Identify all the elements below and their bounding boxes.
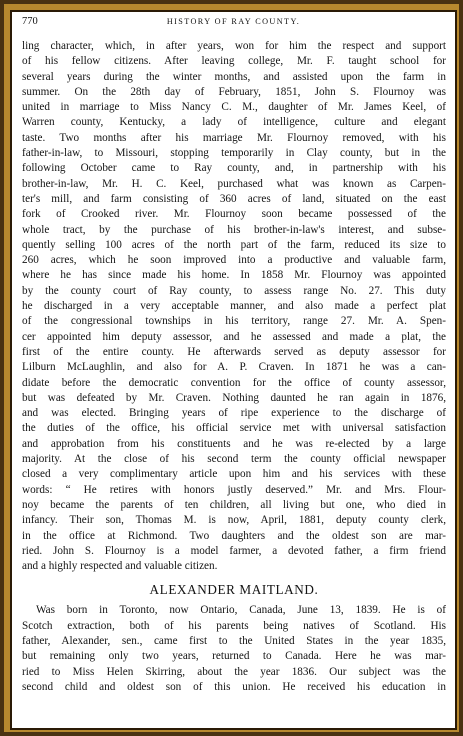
biography-paragraph-maitland bbox=[22, 603, 446, 695]
text-line: Lilburn McLaughlin, and also for A. P. Craven. In 1871 he was a can- bbox=[22, 361, 446, 374]
text-line: and a highly respected and valuable citizen. bbox=[22, 560, 218, 573]
page-header bbox=[12, 16, 455, 30]
text-line: ling character, which, in after years, won for him the respect and support bbox=[22, 40, 446, 52]
text-line: of the congressional townships in his territory, range 27. Mr. A. Spen- bbox=[22, 315, 446, 328]
text-line: and approbation from his constituents and he was re-elected by a large bbox=[22, 437, 446, 450]
text-line: father-in-law, to Missouri, stopping temporarily in Clay county, but in the bbox=[22, 147, 446, 160]
text-line: several years during the winter months, and assisted upon the farm in bbox=[22, 70, 446, 83]
text-line: Warren county, Kentucky, a lady of intelligence, culture and elegant bbox=[22, 116, 446, 129]
biography-paragraph-flournoy bbox=[22, 39, 446, 574]
text-line: infancy. Their son, Thomas M. is now, April, 1881, deputy county clerk, bbox=[22, 514, 446, 527]
text-line: taste. Two months after his marriage Mr. Flournoy removed, with his bbox=[22, 131, 446, 144]
text-line: words: “ He retires with honors justly deserved.” Mr. and Mrs. Flour- bbox=[22, 483, 446, 496]
text-line: but remaining only two years, returned to Canada. Here he was mar- bbox=[22, 650, 446, 663]
running-head: HISTORY OF RAY COUNTY. bbox=[166, 17, 301, 26]
text-line: fork of Crooked river. Mr. Flournoy soon became possessed of the bbox=[22, 208, 446, 221]
text-line: didate before the democratic convention for the office of county assessor, bbox=[22, 376, 446, 389]
text-line: ter's mill, and farm consisting of 360 acres of land, situated on the east bbox=[22, 192, 446, 205]
text-line: 260 acres, which he soon improved into a productive and valuable farm, bbox=[22, 254, 446, 267]
text-line: where he has since made his home. In 1858 Mr. Flournoy was appointed bbox=[22, 269, 446, 282]
text-line: father, Alexander, sen., came first to the United States in the year 1835, bbox=[22, 634, 446, 647]
text-line: but was defeated by Mr. Craven. Nothing daunted he ran again in 1876, bbox=[22, 391, 446, 404]
text-line: he discharged in a very acceptable manner, and also made a perfect plat bbox=[22, 300, 446, 313]
text-line: summer. On the 28th day of February, 1851, John S. Flournoy was bbox=[22, 85, 446, 98]
text-line: united in marriage to Miss Nancy C. M., daughter of Mr. James Keel, of bbox=[22, 101, 446, 114]
text-line: of his fellow citizens. After leaving college, Mr. F. taught school for bbox=[22, 55, 446, 68]
body-text bbox=[22, 39, 446, 695]
text-line: second child and oldest son of this union. He received his education in bbox=[22, 680, 446, 693]
text-line: ried. John S. Flournoy is a model farmer, a devoted father, a firm friend bbox=[22, 544, 446, 557]
text-line: the duties of the office, his official service met with universal satisfaction bbox=[22, 422, 446, 435]
text-line: following October came to Ray county, and, in partnership with his bbox=[22, 162, 446, 175]
text-line: quently selling 100 acres of the north part of the farm, reduced its size to bbox=[22, 238, 446, 251]
text-line: cer appointed him deputy assessor, and he assessed and made a plat, the bbox=[22, 330, 446, 343]
text-line: closed a very complimentary article upon him and his services with these bbox=[22, 468, 446, 481]
text-line: brother-in-law, Mr. H. C. Keel, purchased what was known as Carpen- bbox=[22, 177, 446, 190]
page-number: 770 bbox=[22, 16, 38, 27]
book-page bbox=[10, 10, 457, 730]
text-line: majority. At the close of his second term the county official newspaper bbox=[22, 453, 446, 466]
text-line: by the county court of Ray county, to assess range No. 27. This duty bbox=[22, 284, 446, 297]
text-line: ried to Miss Helen Skirring, about the year 1836. Our subject was the bbox=[22, 665, 446, 678]
text-line: whole tract, by the purchase of his brother-in-law's interest, and subse- bbox=[22, 223, 446, 236]
text-line: Scotch extraction, both of his parents being natives of Scotland. His bbox=[22, 619, 446, 632]
text-line: first of the entire county. He afterwards served as deputy assessor for bbox=[22, 345, 446, 358]
text-line: Was born in Toronto, now Ontario, Canada, June 13, 1839. He is of bbox=[36, 604, 446, 617]
text-line: noy became the parents of ten children, all living but one, who died in bbox=[22, 498, 446, 511]
text-line: and was elected. Bringing years of ripe experience to the discharge of bbox=[22, 407, 446, 420]
section-title: ALEXANDER MAITLAND. bbox=[149, 582, 319, 598]
text-line: in the office at Richmond. Two daughters and the oldest son are mar- bbox=[22, 529, 446, 542]
